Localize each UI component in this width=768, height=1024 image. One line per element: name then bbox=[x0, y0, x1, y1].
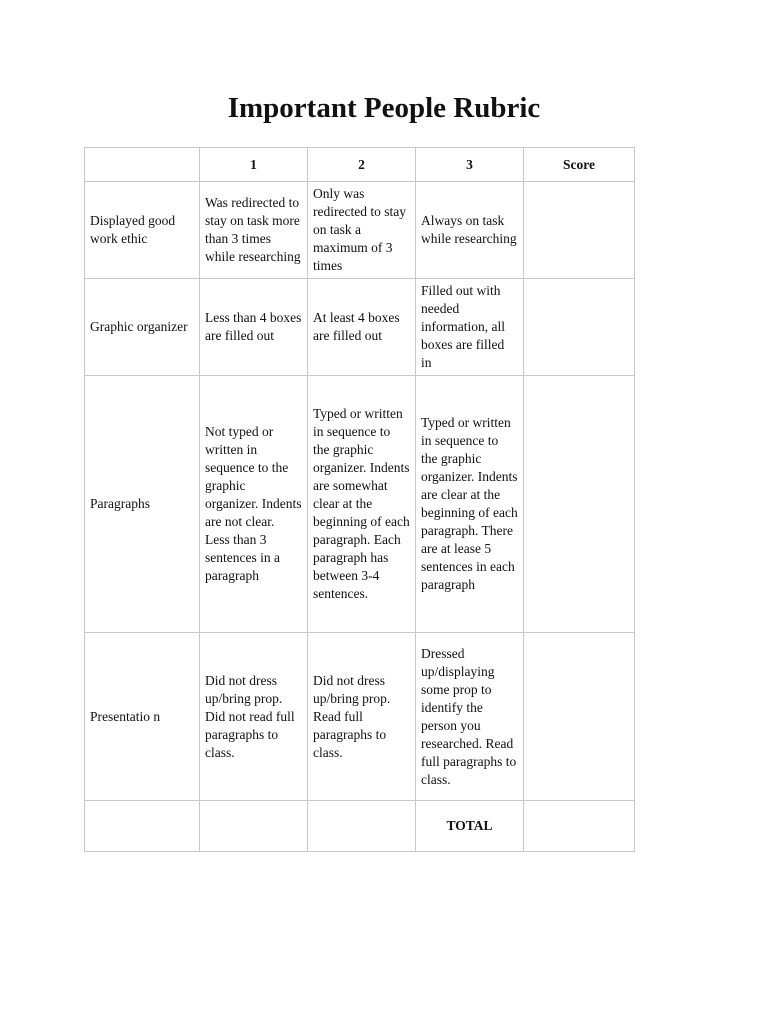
criterion-cell: Displayed good work ethic bbox=[85, 182, 200, 279]
table-row bbox=[85, 633, 635, 801]
score-cell bbox=[524, 182, 635, 279]
header-row bbox=[85, 148, 635, 182]
total-label: TOTAL bbox=[416, 801, 524, 852]
criterion-cell: Paragraphs bbox=[85, 376, 200, 633]
level-3-cell: Always on task while researching bbox=[416, 182, 524, 279]
level-1-cell: Was redirected to stay on task more than 3 times while researching bbox=[200, 182, 308, 279]
level-2-cell: Did not dress up/bring prop. Read full paragraphs to class. bbox=[308, 633, 416, 801]
level-2-cell: Only was redirected to stay on task a maximum of 3 times bbox=[308, 182, 416, 279]
total-score-cell bbox=[524, 801, 635, 852]
empty-cell bbox=[200, 801, 308, 852]
header-cell-level-1: 1 bbox=[200, 148, 308, 182]
criterion-cell: Graphic organizer bbox=[85, 279, 200, 376]
empty-cell bbox=[308, 801, 416, 852]
level-2-cell: At least 4 boxes are filled out bbox=[308, 279, 416, 376]
rubric-table bbox=[84, 147, 635, 852]
table-row bbox=[85, 279, 635, 376]
score-cell bbox=[524, 279, 635, 376]
empty-cell bbox=[85, 801, 200, 852]
header-cell-criteria bbox=[85, 148, 200, 182]
level-2-cell: Typed or written in sequence to the graphic organizer. Indents are somewhat clear at the beginning of each paragraph. Each paragraph has between 3-4 sentences. bbox=[308, 376, 416, 633]
level-3-cell: Filled out with needed information, all boxes are filled in bbox=[416, 279, 524, 376]
total-row bbox=[85, 801, 635, 852]
criterion-cell: Presentatio n bbox=[85, 633, 200, 801]
page-title: Important People Rubric bbox=[227, 92, 541, 124]
table-row bbox=[85, 376, 635, 633]
level-1-cell: Not typed or written in sequence to the graphic organizer. Indents are not clear. Less than 3 sentences in a paragraph bbox=[200, 376, 308, 633]
level-3-cell: Typed or written in sequence to the graphic organizer. Indents are clear at the beginning of each paragraph. There are at lease 5 sentences in each paragraph bbox=[416, 376, 524, 633]
header-cell-score: Score bbox=[524, 148, 635, 182]
level-1-cell: Less than 4 boxes are filled out bbox=[200, 279, 308, 376]
level-1-cell: Did not dress up/bring prop. Did not read full paragraphs to class. bbox=[200, 633, 308, 801]
header-cell-level-2: 2 bbox=[308, 148, 416, 182]
score-cell bbox=[524, 633, 635, 801]
header-cell-level-3: 3 bbox=[416, 148, 524, 182]
level-3-cell: Dressed up/displaying some prop to identify the person you researched. Read full paragraphs to class. bbox=[416, 633, 524, 801]
score-cell bbox=[524, 376, 635, 633]
table-row bbox=[85, 182, 635, 279]
